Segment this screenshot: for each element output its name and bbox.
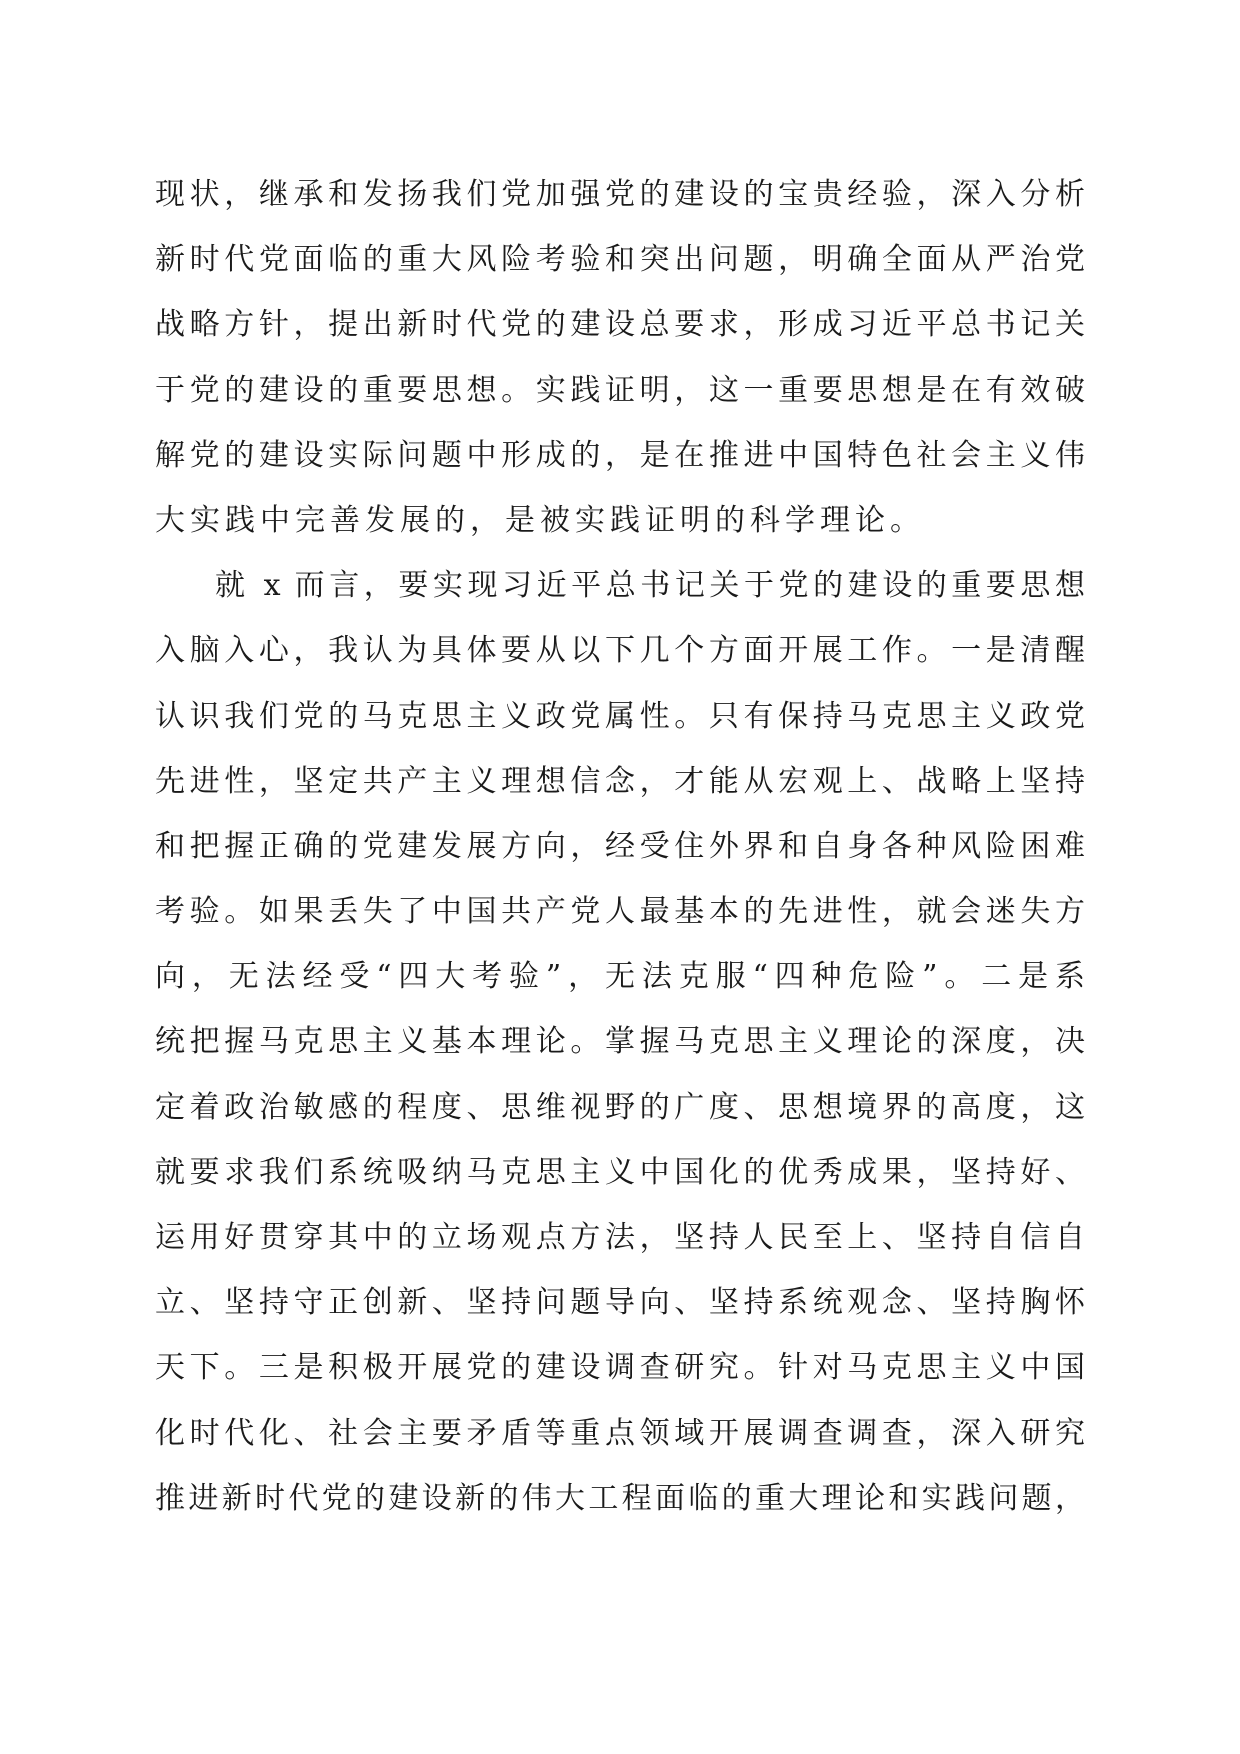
text-line: 于党的建设的重要思想。实践证明，这一重要思想是在有效破 <box>155 372 1085 408</box>
text-line: 就要求我们系统吸纳马克思主义中国化的优秀成果，坚持好、 <box>155 1154 1085 1190</box>
text-line: 立、坚持守正创新、坚持问题导向、坚持系统观念、坚持胸怀 <box>155 1285 1085 1321</box>
text-line: 考验。如果丢失了中国共产党人最基本的先进性，就会迷失方 <box>155 894 1085 930</box>
text-line-paragraph-start: 就 x 而言，要实现习近平总书记关于党的建设的重要思想 <box>215 568 1085 604</box>
text-line: 和把握正确的党建发展方向，经受住外界和自身各种风险困难 <box>155 828 1085 864</box>
text-line: 统把握马克思主义基本理论。掌握马克思主义理论的深度，决 <box>155 1024 1085 1060</box>
text-line: 先进性，坚定共产主义理想信念，才能从宏观上、战略上坚持 <box>155 763 1085 799</box>
text-line: 向，无法经受“四大考验”，无法克服“四种危险”。二是系 <box>155 959 1085 995</box>
text-line: 定着政治敏感的程度、思维视野的广度、思想境界的高度，这 <box>155 1089 1085 1125</box>
document-body <box>155 162 1085 1531</box>
text-line: 天下。三是积极开展党的建设调查研究。针对马克思主义中国 <box>155 1350 1085 1386</box>
text-line: 新时代党面临的重大风险考验和突出问题，明确全面从严治党 <box>155 242 1085 278</box>
text-line: 推进新时代党的建设新的伟大工程面临的重大理论和实践问题， <box>155 1480 1085 1516</box>
text-line: 运用好贯穿其中的立场观点方法，坚持人民至上、坚持自信自 <box>155 1220 1085 1255</box>
text-line: 入脑入心，我认为具体要从以下几个方面开展工作。一是清醒 <box>155 633 1085 669</box>
text-line: 现状，继承和发扬我们党加强党的建设的宝贵经验，深入分析 <box>155 177 1085 212</box>
text-line: 大实践中完善发展的，是被实践证明的科学理论。 <box>155 502 925 538</box>
text-line: 战略方针，提出新时代党的建设总要求，形成习近平总书记关 <box>155 307 1085 343</box>
text-line: 化时代化、社会主要矛盾等重点领域开展调查调查，深入研究 <box>155 1415 1085 1451</box>
text-line: 解党的建设实际问题中形成的，是在推进中国特色社会主义伟 <box>155 437 1085 473</box>
text-line: 认识我们党的马克思主义政党属性。只有保持马克思主义政党 <box>155 698 1085 734</box>
